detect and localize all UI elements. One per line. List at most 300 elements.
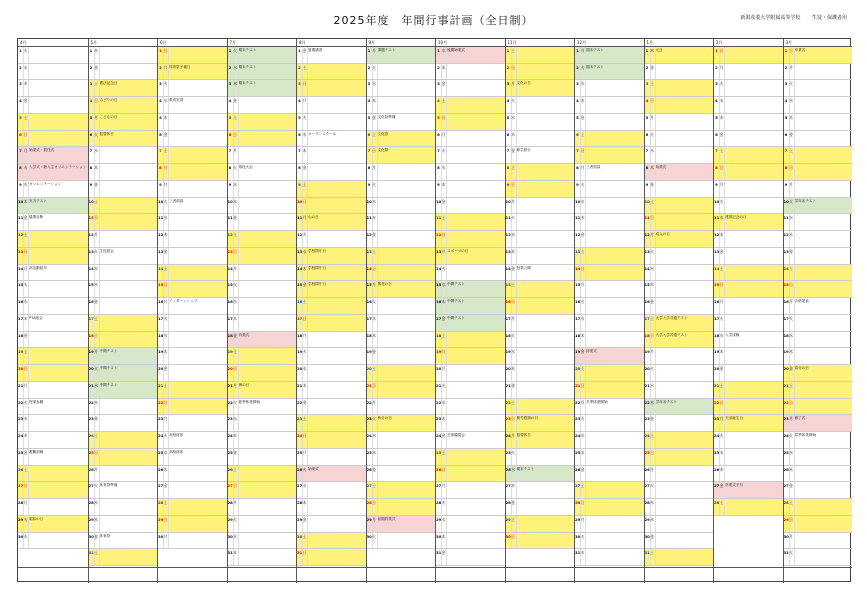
event-text: 学年末テスト bbox=[655, 399, 677, 404]
month-column bbox=[227, 39, 297, 583]
event-text: スポーツの日 bbox=[447, 248, 469, 253]
event-text: 中間テスト bbox=[99, 349, 118, 354]
day-number: 13 bbox=[645, 248, 651, 264]
day-number: 21 bbox=[506, 382, 512, 398]
day-weekday: 木 bbox=[650, 281, 656, 297]
event-text: 元日 bbox=[655, 48, 663, 52]
day-row bbox=[89, 332, 158, 349]
day-weekday: 水 bbox=[94, 382, 100, 398]
day-weekday: 火 bbox=[372, 415, 378, 431]
day-row bbox=[784, 315, 853, 332]
day-row bbox=[297, 80, 366, 97]
day-number: 4 bbox=[228, 97, 234, 113]
day-number: 14 bbox=[18, 265, 24, 281]
day-number: 11 bbox=[506, 214, 512, 230]
day-number: 25 bbox=[506, 449, 512, 465]
day-number: 23 bbox=[645, 415, 651, 431]
day-weekday: 金 bbox=[719, 248, 725, 264]
day-row bbox=[89, 164, 158, 181]
day-row bbox=[436, 516, 505, 533]
day-number: 3 bbox=[436, 80, 442, 96]
day-number: 3 bbox=[714, 80, 720, 96]
day-number: 1 bbox=[436, 47, 442, 63]
day-weekday: 火 bbox=[789, 315, 795, 331]
day-number: 12 bbox=[89, 231, 95, 247]
day-row bbox=[297, 549, 366, 566]
day-weekday: 火 bbox=[233, 399, 239, 415]
day-weekday: 火 bbox=[789, 432, 795, 448]
day-number: 28 bbox=[89, 499, 95, 515]
day-weekday: 日 bbox=[302, 315, 308, 331]
day-row bbox=[158, 265, 227, 282]
day-weekday: 金 bbox=[94, 298, 100, 314]
day-row bbox=[297, 114, 366, 131]
day-weekday: 火 bbox=[302, 348, 308, 364]
day-weekday: 火 bbox=[789, 198, 795, 214]
day-number: 7 bbox=[714, 147, 720, 163]
day-weekday: 金 bbox=[789, 248, 795, 264]
day-weekday: 水 bbox=[441, 399, 447, 415]
day-row bbox=[228, 332, 297, 349]
day-weekday: 水 bbox=[789, 332, 795, 348]
day-weekday: 木 bbox=[719, 348, 725, 364]
day-weekday: 月 bbox=[719, 415, 725, 431]
day-row bbox=[645, 382, 714, 399]
day-weekday: 水 bbox=[372, 432, 378, 448]
day-number: 12 bbox=[158, 231, 164, 247]
event-text: 期末テスト bbox=[238, 81, 257, 86]
event-text: 合格発表 bbox=[794, 299, 809, 304]
day-number: 10 bbox=[714, 198, 720, 214]
day-number: 11 bbox=[158, 214, 164, 230]
day-number: 24 bbox=[645, 432, 651, 448]
day-number: 21 bbox=[436, 382, 442, 398]
day-row bbox=[18, 64, 88, 81]
day-weekday: 金 bbox=[302, 47, 308, 63]
event-text: 修了式 bbox=[794, 416, 806, 421]
day-weekday: 金 bbox=[511, 499, 517, 515]
day-number: 27 bbox=[18, 482, 24, 498]
day-row bbox=[645, 281, 714, 298]
day-row bbox=[297, 147, 366, 164]
day-number: 16 bbox=[367, 298, 373, 314]
day-weekday: 土 bbox=[650, 80, 656, 96]
day-row bbox=[575, 533, 644, 550]
day-weekday: 木 bbox=[789, 114, 795, 130]
day-number: 14 bbox=[297, 265, 303, 281]
day-weekday: 火 bbox=[441, 147, 447, 163]
day-row bbox=[436, 315, 505, 332]
day-number: 26 bbox=[645, 466, 651, 482]
day-number: 18 bbox=[575, 332, 581, 348]
day-number: 25 bbox=[436, 449, 442, 465]
day-row bbox=[89, 131, 158, 148]
day-number: 5 bbox=[18, 114, 24, 130]
day-number: 27 bbox=[367, 482, 373, 498]
day-row bbox=[228, 80, 297, 97]
day-weekday: 水 bbox=[233, 415, 239, 431]
day-weekday: 日 bbox=[233, 365, 239, 381]
day-weekday: 水 bbox=[441, 164, 447, 180]
day-weekday: 金 bbox=[650, 298, 656, 314]
day-weekday: 月 bbox=[441, 248, 447, 264]
day-row bbox=[18, 482, 88, 499]
event-text: 後期始業式 bbox=[447, 48, 465, 52]
month-header: 4月 bbox=[18, 39, 88, 47]
day-number: 24 bbox=[228, 432, 234, 448]
day-weekday: 金 bbox=[163, 482, 169, 498]
day-weekday: 金 bbox=[23, 332, 29, 348]
day-number: 11 bbox=[714, 214, 720, 230]
day-row bbox=[645, 114, 714, 131]
day-weekday: 月 bbox=[719, 298, 725, 314]
day-row bbox=[784, 265, 853, 282]
page-title: 2025年度 年間行事計画（全日制） bbox=[333, 14, 534, 27]
day-number: 28 bbox=[575, 499, 581, 515]
day-number: 24 bbox=[367, 432, 373, 448]
day-number: 22 bbox=[18, 399, 24, 415]
day-number: 22 bbox=[784, 399, 790, 415]
day-number: 16 bbox=[506, 298, 512, 314]
day-number: 3 bbox=[506, 80, 512, 96]
day-number: 3 bbox=[18, 80, 24, 96]
day-weekday: 日 bbox=[511, 181, 517, 197]
day-weekday: 土 bbox=[302, 64, 308, 80]
day-weekday: 木 bbox=[719, 231, 725, 247]
event-text: 実力テスト bbox=[29, 198, 47, 203]
day-row bbox=[228, 265, 297, 282]
day-number: 30 bbox=[89, 533, 95, 549]
day-row bbox=[784, 466, 853, 483]
day-row bbox=[367, 80, 436, 97]
day-number: 26 bbox=[228, 466, 234, 482]
day-row bbox=[18, 382, 88, 399]
day-weekday: 木 bbox=[441, 415, 447, 431]
day-number: 27 bbox=[158, 482, 164, 498]
day-weekday: 水 bbox=[302, 131, 308, 147]
day-row bbox=[645, 64, 714, 81]
day-row bbox=[367, 281, 436, 298]
day-number: 2 bbox=[228, 64, 234, 80]
day-row bbox=[436, 198, 505, 215]
day-number: 2 bbox=[297, 64, 303, 80]
day-row bbox=[784, 64, 853, 81]
day-row bbox=[297, 348, 366, 365]
day-row bbox=[367, 97, 436, 114]
day-weekday: 月 bbox=[650, 231, 656, 247]
day-number: 23 bbox=[228, 415, 234, 431]
day-weekday: 月 bbox=[580, 516, 586, 532]
day-weekday: 土 bbox=[233, 231, 239, 247]
event-text: 始業式 bbox=[308, 466, 319, 471]
day-row bbox=[158, 164, 227, 181]
day-weekday: 木 bbox=[23, 315, 29, 331]
day-weekday: 日 bbox=[511, 298, 517, 314]
month-column bbox=[366, 39, 436, 583]
day-number: 27 bbox=[436, 482, 442, 498]
day-weekday: 月 bbox=[372, 47, 378, 63]
day-row bbox=[784, 248, 853, 265]
day-number: 8 bbox=[645, 164, 651, 180]
day-row bbox=[714, 365, 783, 382]
day-number: 25 bbox=[645, 449, 651, 465]
day-weekday: 日 bbox=[233, 131, 239, 147]
day-row bbox=[714, 348, 783, 365]
day-weekday: 月 bbox=[23, 499, 29, 515]
event-text: 期末テスト bbox=[586, 64, 604, 69]
day-weekday: 土 bbox=[94, 315, 100, 331]
day-number: 6 bbox=[575, 131, 581, 147]
day-weekday: 水 bbox=[580, 549, 586, 565]
event-text: 中間テスト bbox=[447, 282, 465, 287]
day-row bbox=[575, 348, 644, 365]
day-number: 14 bbox=[89, 265, 95, 281]
event-text: 振替休日 bbox=[516, 433, 531, 438]
day-weekday: 月 bbox=[94, 466, 100, 482]
day-row bbox=[367, 265, 436, 282]
day-row bbox=[575, 231, 644, 248]
day-number: 18 bbox=[367, 332, 373, 348]
day-number: 13 bbox=[18, 248, 24, 264]
day-number: 27 bbox=[784, 482, 790, 498]
day-number: 9 bbox=[436, 181, 442, 197]
day-number: 15 bbox=[714, 281, 720, 297]
day-number: 25 bbox=[297, 449, 303, 465]
day-number: 10 bbox=[297, 198, 303, 214]
day-weekday: 日 bbox=[94, 449, 100, 465]
day-row bbox=[645, 198, 714, 215]
day-weekday: 木 bbox=[441, 533, 447, 549]
day-number: 22 bbox=[714, 399, 720, 415]
day-number: 28 bbox=[436, 499, 442, 515]
day-weekday: 水 bbox=[719, 97, 725, 113]
day-weekday: 火 bbox=[94, 482, 100, 498]
event-text: 健康診断 bbox=[29, 215, 44, 220]
day-row bbox=[297, 131, 366, 148]
day-row bbox=[228, 516, 297, 533]
day-row bbox=[158, 499, 227, 516]
day-row bbox=[228, 482, 297, 499]
day-weekday: 水 bbox=[650, 382, 656, 398]
day-weekday: 木 bbox=[372, 449, 378, 465]
day-number: 11 bbox=[297, 214, 303, 230]
day-weekday: 金 bbox=[372, 231, 378, 247]
day-number: 8 bbox=[436, 164, 442, 180]
day-weekday: 火 bbox=[719, 432, 725, 448]
day-row bbox=[645, 415, 714, 432]
event-text: PTA総会 bbox=[29, 315, 43, 320]
day-row bbox=[367, 47, 436, 64]
day-weekday: 月 bbox=[94, 348, 100, 364]
day-row bbox=[506, 47, 575, 64]
day-weekday: 月 bbox=[580, 399, 586, 415]
day-weekday: 木 bbox=[511, 131, 517, 147]
day-weekday: 土 bbox=[650, 315, 656, 331]
day-weekday: 金 bbox=[580, 231, 586, 247]
event-text: 文化祭 bbox=[377, 131, 389, 136]
day-number: 19 bbox=[784, 348, 790, 364]
day-number: 3 bbox=[89, 80, 95, 96]
day-row bbox=[506, 214, 575, 231]
day-number: 21 bbox=[89, 382, 95, 398]
day-number: 9 bbox=[645, 181, 651, 197]
day-number: 22 bbox=[436, 399, 442, 415]
event-text: 憲法記念日 bbox=[99, 81, 118, 86]
day-row bbox=[436, 80, 505, 97]
day-number: 5 bbox=[228, 114, 234, 130]
day-row bbox=[367, 449, 436, 466]
day-row bbox=[89, 97, 158, 114]
day-weekday: 金 bbox=[302, 516, 308, 532]
day-row bbox=[228, 449, 297, 466]
day-row bbox=[367, 214, 436, 231]
day-row bbox=[645, 466, 714, 483]
day-weekday: 土 bbox=[372, 248, 378, 264]
day-number: 4 bbox=[575, 97, 581, 113]
day-row bbox=[575, 399, 644, 416]
day-number: 10 bbox=[89, 198, 95, 214]
day-weekday: 水 bbox=[719, 332, 725, 348]
day-number: 9 bbox=[575, 181, 581, 197]
day-weekday: 木 bbox=[233, 549, 239, 565]
day-number: 10 bbox=[436, 198, 442, 214]
day-row bbox=[158, 382, 227, 399]
day-row bbox=[158, 516, 227, 533]
day-weekday: 木 bbox=[372, 214, 378, 230]
day-number: 29 bbox=[18, 516, 24, 532]
day-number: 26 bbox=[367, 466, 373, 482]
event-text: 文化祭準備 bbox=[377, 114, 396, 119]
day-number: 17 bbox=[714, 315, 720, 331]
day-weekday: 木 bbox=[233, 432, 239, 448]
day-row bbox=[228, 147, 297, 164]
day-row bbox=[506, 298, 575, 315]
day-weekday: 木 bbox=[441, 181, 447, 197]
day-number: 29 bbox=[297, 516, 303, 532]
day-number: 20 bbox=[158, 365, 164, 381]
day-number: 12 bbox=[18, 231, 24, 247]
day-weekday: 土 bbox=[233, 466, 239, 482]
day-number: 18 bbox=[228, 332, 234, 348]
day-row bbox=[714, 97, 783, 114]
day-weekday: 木 bbox=[650, 516, 656, 532]
day-weekday: 水 bbox=[441, 47, 447, 63]
day-row bbox=[297, 47, 366, 64]
day-number: 8 bbox=[575, 164, 581, 180]
day-weekday: 土 bbox=[441, 449, 447, 465]
day-row bbox=[506, 114, 575, 131]
day-number: 6 bbox=[367, 131, 373, 147]
day-number: 17 bbox=[158, 315, 164, 331]
day-weekday: 火 bbox=[233, 516, 239, 532]
event-text: 大学入学共通テスト bbox=[655, 332, 688, 337]
day-weekday: 月 bbox=[511, 315, 517, 331]
day-weekday: 金 bbox=[94, 64, 100, 80]
day-number: 4 bbox=[645, 97, 651, 113]
day-weekday: 日 bbox=[94, 332, 100, 348]
day-row bbox=[367, 382, 436, 399]
event-text: 山の日 bbox=[308, 215, 319, 220]
day-row bbox=[89, 415, 158, 432]
day-number: 5 bbox=[506, 114, 512, 130]
day-row bbox=[575, 114, 644, 131]
day-row bbox=[575, 164, 644, 181]
day-number: 17 bbox=[367, 315, 373, 331]
day-weekday: 水 bbox=[650, 147, 656, 163]
day-weekday: 火 bbox=[580, 533, 586, 549]
day-weekday: 金 bbox=[719, 365, 725, 381]
day-row bbox=[18, 97, 88, 114]
day-row bbox=[436, 549, 505, 566]
day-number: 18 bbox=[297, 332, 303, 348]
day-number: 8 bbox=[89, 164, 95, 180]
day-row bbox=[784, 516, 853, 533]
day-row bbox=[436, 332, 505, 349]
day-row bbox=[714, 415, 783, 432]
month-notes bbox=[89, 567, 158, 583]
day-row bbox=[506, 399, 575, 416]
day-number: 13 bbox=[367, 248, 373, 264]
day-number: 7 bbox=[18, 147, 24, 163]
day-weekday: 日 bbox=[372, 265, 378, 281]
day-weekday: 金 bbox=[650, 181, 656, 197]
day-weekday: 金 bbox=[233, 97, 239, 113]
day-row bbox=[367, 348, 436, 365]
day-weekday: 木 bbox=[441, 298, 447, 314]
day-weekday: 水 bbox=[233, 64, 239, 80]
day-weekday: 火 bbox=[23, 47, 29, 63]
day-weekday: 日 bbox=[163, 47, 169, 63]
day-row bbox=[784, 97, 853, 114]
day-row bbox=[367, 248, 436, 265]
day-weekday: 日 bbox=[650, 214, 656, 230]
day-row bbox=[506, 131, 575, 148]
day-number: 12 bbox=[228, 231, 234, 247]
event-text: 始業式 bbox=[655, 165, 667, 170]
day-weekday: 土 bbox=[719, 147, 725, 163]
day-weekday: 水 bbox=[511, 114, 517, 130]
day-row bbox=[89, 449, 158, 466]
day-number: 30 bbox=[367, 533, 373, 549]
day-row bbox=[18, 265, 88, 282]
day-number: 20 bbox=[228, 365, 234, 381]
day-row bbox=[575, 198, 644, 215]
day-row bbox=[367, 482, 436, 499]
day-row bbox=[436, 281, 505, 298]
day-number: 15 bbox=[228, 281, 234, 297]
day-weekday: 日 bbox=[441, 231, 447, 247]
day-row bbox=[714, 64, 783, 81]
day-row bbox=[645, 348, 714, 365]
day-row bbox=[784, 482, 853, 499]
day-row bbox=[297, 415, 366, 432]
day-row bbox=[89, 47, 158, 64]
day-number: 19 bbox=[297, 348, 303, 364]
day-weekday: 月 bbox=[719, 181, 725, 197]
day-weekday: 土 bbox=[650, 549, 656, 565]
day-row bbox=[436, 114, 505, 131]
day-number: 12 bbox=[575, 231, 581, 247]
day-row bbox=[784, 415, 853, 432]
day-number: 20 bbox=[784, 365, 790, 381]
day-row bbox=[784, 114, 853, 131]
day-number: 11 bbox=[575, 214, 581, 230]
day-row bbox=[436, 499, 505, 516]
day-row bbox=[436, 348, 505, 365]
day-number: 22 bbox=[297, 399, 303, 415]
day-row bbox=[18, 214, 88, 231]
day-row bbox=[18, 466, 88, 483]
